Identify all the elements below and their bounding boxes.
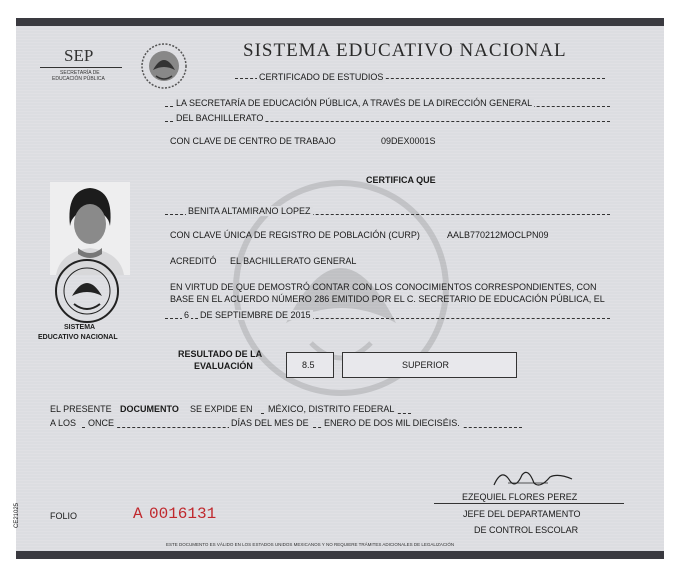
score-box bbox=[286, 352, 334, 378]
signature bbox=[488, 463, 578, 493]
sep-subtitle-2: EDUCACIÓN PÚBLICA bbox=[52, 76, 105, 82]
date-day: 6 bbox=[184, 310, 190, 320]
legal-notice: ESTE DOCUMENTO ES VÁLIDO EN LOS ESTADOS UNIDOS MEXICANOS Y NO REQUIERE TRÁMITES ADICIONALES DE LEGALIZACIÓN bbox=[166, 542, 455, 547]
sep-logo: SEP bbox=[64, 46, 94, 65]
resultado-label-2: EVALUACIÓN bbox=[194, 361, 253, 371]
intro-line-2: DEL BACHILLERATO bbox=[176, 113, 264, 123]
certificate bbox=[16, 18, 664, 559]
a-los: A LOS bbox=[50, 418, 77, 428]
certifica-heading: CERTIFICA QUE bbox=[366, 175, 436, 185]
clave-value: 09DEX0001S bbox=[381, 136, 436, 146]
resultado-label-1: RESULTADO DE LA bbox=[178, 349, 263, 359]
official-seal-icon bbox=[54, 258, 120, 324]
signer-name: EZEQUIEL FLORES PEREZ bbox=[462, 492, 578, 502]
curp-label: CON CLAVE ÚNICA DE REGISTRO DE POBLACIÓN (CURP) bbox=[170, 230, 420, 240]
score-value: 8.5 bbox=[302, 360, 315, 370]
folio-label: FOLIO bbox=[50, 511, 78, 521]
expide-documento: DOCUMENTO bbox=[120, 404, 179, 414]
document-subtitle: CERTIFICADO DE ESTUDIOS bbox=[259, 72, 384, 82]
seal-line-1: SISTEMA bbox=[64, 324, 96, 331]
curp-value: AALB770212MOCLPN09 bbox=[447, 230, 549, 240]
bottom-border bbox=[16, 551, 664, 559]
expide-place: MÉXICO, DISTRITO FEDERAL bbox=[268, 404, 395, 414]
acredito-value: EL BACHILLERATO GENERAL bbox=[230, 256, 357, 266]
folio-number: 0016131 bbox=[149, 505, 217, 523]
sep-divider bbox=[40, 67, 122, 68]
intro-line-1: LA SECRETARÍA DE EDUCACIÓN PÚBLICA, A TRAVÉS DE LA DIRECCIÓN GENERAL bbox=[176, 98, 533, 108]
signer-role-2: DE CONTROL ESCOLAR bbox=[474, 525, 579, 535]
sep-subtitle-1: SECRETARÍA DE bbox=[60, 70, 100, 76]
virtud-line-2: BASE EN EL ACUERDO NÚMERO 286 EMITIDO POR EL C. SECRETARIO DE EDUCACIÓN PÚBLICA, EL bbox=[170, 294, 605, 304]
top-border bbox=[16, 18, 664, 26]
virtud-line-1: EN VIRTUD DE QUE DEMOSTRÓ CONTAR CON LOS CONOCIMIENTOS CORRESPONDIENTES, CON bbox=[170, 282, 597, 292]
signature-rule bbox=[434, 503, 624, 504]
acredito-label: ACREDITÓ bbox=[170, 256, 217, 266]
document-title: SISTEMA EDUCATIVO NACIONAL bbox=[243, 40, 567, 61]
side-code: CE21025 bbox=[14, 502, 20, 528]
month-year: ENERO DE DOS MIL DIECISÉIS. bbox=[324, 418, 460, 428]
clave-label: CON CLAVE DE CENTRO DE TRABAJO bbox=[170, 136, 336, 146]
score-text-box bbox=[342, 352, 517, 378]
national-emblem-icon bbox=[139, 42, 189, 90]
student-name: BENITA ALTAMIRANO LOPEZ bbox=[188, 206, 311, 216]
date-rest: DE SEPTIEMBRE DE 2015 bbox=[200, 310, 311, 320]
signer-role-1: JEFE DEL DEPARTAMENTO bbox=[463, 509, 581, 519]
score-text: SUPERIOR bbox=[402, 360, 450, 370]
expide-pre: EL PRESENTE bbox=[50, 404, 112, 414]
folio-letter: A bbox=[133, 505, 143, 523]
dias-mes: DÍAS DEL MES DE bbox=[231, 418, 309, 428]
day-words: ONCE bbox=[88, 418, 115, 428]
seal-line-2: EDUCATIVO NACIONAL bbox=[38, 334, 118, 341]
expide-mid: SE EXPIDE EN bbox=[190, 404, 253, 414]
